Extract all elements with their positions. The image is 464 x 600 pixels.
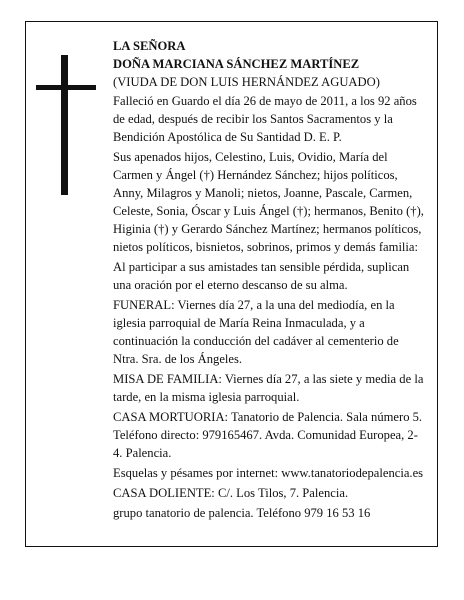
deceased-name: DOÑA MARCIANA SÁNCHEZ MARTÍNEZ bbox=[113, 57, 360, 71]
internet-condolences: Esquelas y pésames por internet: www.tanatoriodepalencia.es bbox=[113, 466, 424, 480]
grieving-house: CASA DOLIENTE: C/. Los Tilos, 7. Palencia. bbox=[113, 486, 349, 500]
title-line: LA SEÑORA bbox=[113, 39, 186, 53]
obituary-text bbox=[113, 37, 425, 524]
cross-vertical-bar bbox=[61, 55, 68, 195]
funeral-home-contact: grupo tanatorio de palencia. Teléfono 979 16 53 16 bbox=[113, 506, 371, 520]
death-announcement: Falleció en Guardo el día 26 de mayo de 2011, a los 92 años de edad, después de recibir los Santos Sacramentos y la Bendición Apostólica de Su Santidad D. E. P. bbox=[113, 94, 417, 144]
family-mass-info: MISA DE FAMILIA: Viernes día 27, a las siete y media de la tarde, en la misma iglesia parroquial. bbox=[113, 372, 424, 404]
cross-icon bbox=[36, 55, 96, 195]
prayer-request: Al participar a sus amistades tan sensible pérdida, suplican una oración por el eterno descanso de su alma. bbox=[113, 260, 410, 292]
cross-horizontal-bar bbox=[36, 85, 96, 90]
mortuary-info: CASA MORTUORIA: Tanatorio de Palencia. Sala número 5. Teléfono directo: 979165467. Avda. Comunidad Europea, 2-4. Palencia. bbox=[113, 410, 423, 460]
widow-line: (VIUDA DE DON LUIS HERNÁNDEZ AGUADO) bbox=[113, 75, 380, 89]
family-list: Sus apenados hijos, Celestino, Luis, Ovidio, María del Carmen y Ángel (†) Hernández Sánchez; hijos políticos, Anny, Milagros y Manoli; nietos, Joanne, Pascale, Carmen, Celeste, Sonia, Óscar y Luis Ángel (†); hermanos, Benito (†), Higinia (†) y Gerardo Sánchez Martínez; hermanos políticos, nietos políticos, bisnietos, sobrinos, primos y demás familia: bbox=[113, 150, 424, 254]
funeral-info: FUNERAL: Viernes día 27, a la una del mediodía, en la iglesia parroquial de María Reina Inmaculada, y a continuación la conducción del cadáver al cementerio de Ntra. Sra. de los Ángeles. bbox=[113, 298, 399, 366]
